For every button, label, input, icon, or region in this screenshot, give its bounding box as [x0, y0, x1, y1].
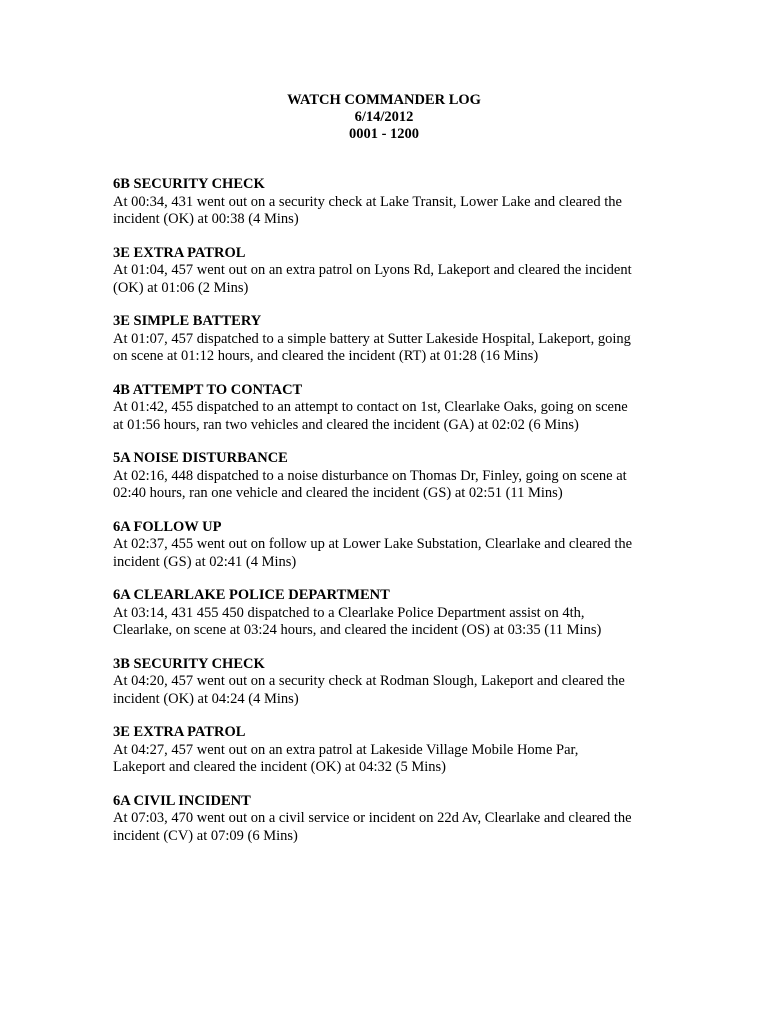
entry-line: At 04:27, 457 went out on an extra patrol at Lakeside Village Mobile Home Par,	[113, 741, 579, 758]
entry-line: At 01:42, 455 dispatched to an attempt to contact on 1st, Clearlake Oaks, going on scene	[113, 399, 628, 415]
entry-body	[113, 810, 658, 845]
log-entry	[113, 519, 658, 572]
entry-body	[113, 536, 658, 571]
entry-line: incident (CV) at 07:09 (6 Mins)	[113, 827, 298, 844]
entry-body	[113, 262, 658, 297]
log-time-range: 0001 - 1200	[348, 126, 420, 142]
entry-line: At 01:07, 457 dispatched to a simple battery at Sutter Lakeside Hospital, Lakeport, going	[113, 330, 631, 347]
entry-line: At 02:16, 448 dispatched to a noise disturbance on Thomas Dr, Finley, going on scene at	[113, 467, 627, 484]
log-entry	[113, 724, 658, 777]
entry-title: 6A FOLLOW UP	[113, 518, 222, 535]
log-date: 6/14/2012	[354, 109, 414, 125]
entry-line: At 00:34, 431 went out on a security check at Lake Transit, Lower Lake and cleared the	[113, 193, 622, 210]
entry-title: 3E EXTRA PATROL	[113, 724, 246, 740]
entry-title: 6A CIVIL INCIDENT	[113, 792, 251, 809]
log-entry	[113, 382, 658, 435]
log-entry	[113, 793, 658, 846]
log-entries	[113, 176, 658, 861]
entry-title: 6A CLEARLAKE POLICE DEPARTMENT	[113, 587, 390, 603]
log-entry	[113, 245, 658, 298]
entry-body	[113, 605, 658, 640]
entry-line: At 03:14, 431 455 450 dispatched to a Clearlake Police Department assist on 4th,	[113, 604, 585, 621]
entry-title: 3E EXTRA PATROL	[113, 244, 246, 261]
entry-line: (OK) at 01:06 (2 Mins)	[113, 279, 249, 296]
entry-line: incident (OK) at 00:38 (4 Mins)	[113, 211, 299, 227]
entry-line: At 04:20, 457 went out on a security check at Rodman Slough, Lakeport and cleared the	[113, 673, 625, 689]
entry-body	[113, 742, 658, 777]
entry-line: at 01:56 hours, ran two vehicles and cleared the incident (GA) at 02:02 (6 Mins)	[113, 416, 579, 433]
entry-title: 5A NOISE DISTURBANCE	[113, 450, 288, 466]
entry-body	[113, 468, 658, 503]
entry-title: 6B SECURITY CHECK	[113, 176, 265, 192]
entry-line: 02:40 hours, ran one vehicle and cleared the incident (GS) at 02:51 (11 Mins)	[113, 485, 563, 501]
entry-body	[113, 194, 658, 229]
log-title: WATCH COMMANDER LOG	[287, 92, 481, 108]
entry-line: At 01:04, 457 went out on an extra patrol on Lyons Rd, Lakeport and cleared the incident	[113, 262, 632, 278]
entry-line: Lakeport and cleared the incident (OK) at 04:32 (5 Mins)	[113, 759, 446, 775]
entry-body	[113, 331, 658, 366]
entry-line: At 02:37, 455 went out on follow up at Lower Lake Substation, Clearlake and cleared the	[113, 536, 633, 552]
entry-line: on scene at 01:12 hours, and cleared the incident (RT) at 01:28 (16 Mins)	[113, 348, 539, 364]
log-entry	[113, 176, 658, 229]
log-entry	[113, 313, 658, 366]
entry-line: incident (GS) at 02:41 (4 Mins)	[113, 553, 297, 570]
entry-line: At 07:03, 470 went out on a civil service or incident on 22d Av, Clearlake and cleared the	[113, 810, 632, 826]
entry-line: Clearlake, on scene at 03:24 hours, and cleared the incident (OS) at 03:35 (11 Mins)	[113, 622, 602, 638]
entry-title: 3E SIMPLE BATTERY	[113, 313, 262, 329]
log-header	[0, 92, 768, 143]
entry-line: incident (OK) at 04:24 (4 Mins)	[113, 690, 299, 707]
log-entry	[113, 656, 658, 709]
log-entry	[113, 587, 658, 640]
entry-title: 3B SECURITY CHECK	[113, 655, 265, 672]
entry-body	[113, 673, 658, 708]
entry-title: 4B ATTEMPT TO CONTACT	[113, 381, 303, 398]
entry-body	[113, 399, 658, 434]
log-entry	[113, 450, 658, 503]
